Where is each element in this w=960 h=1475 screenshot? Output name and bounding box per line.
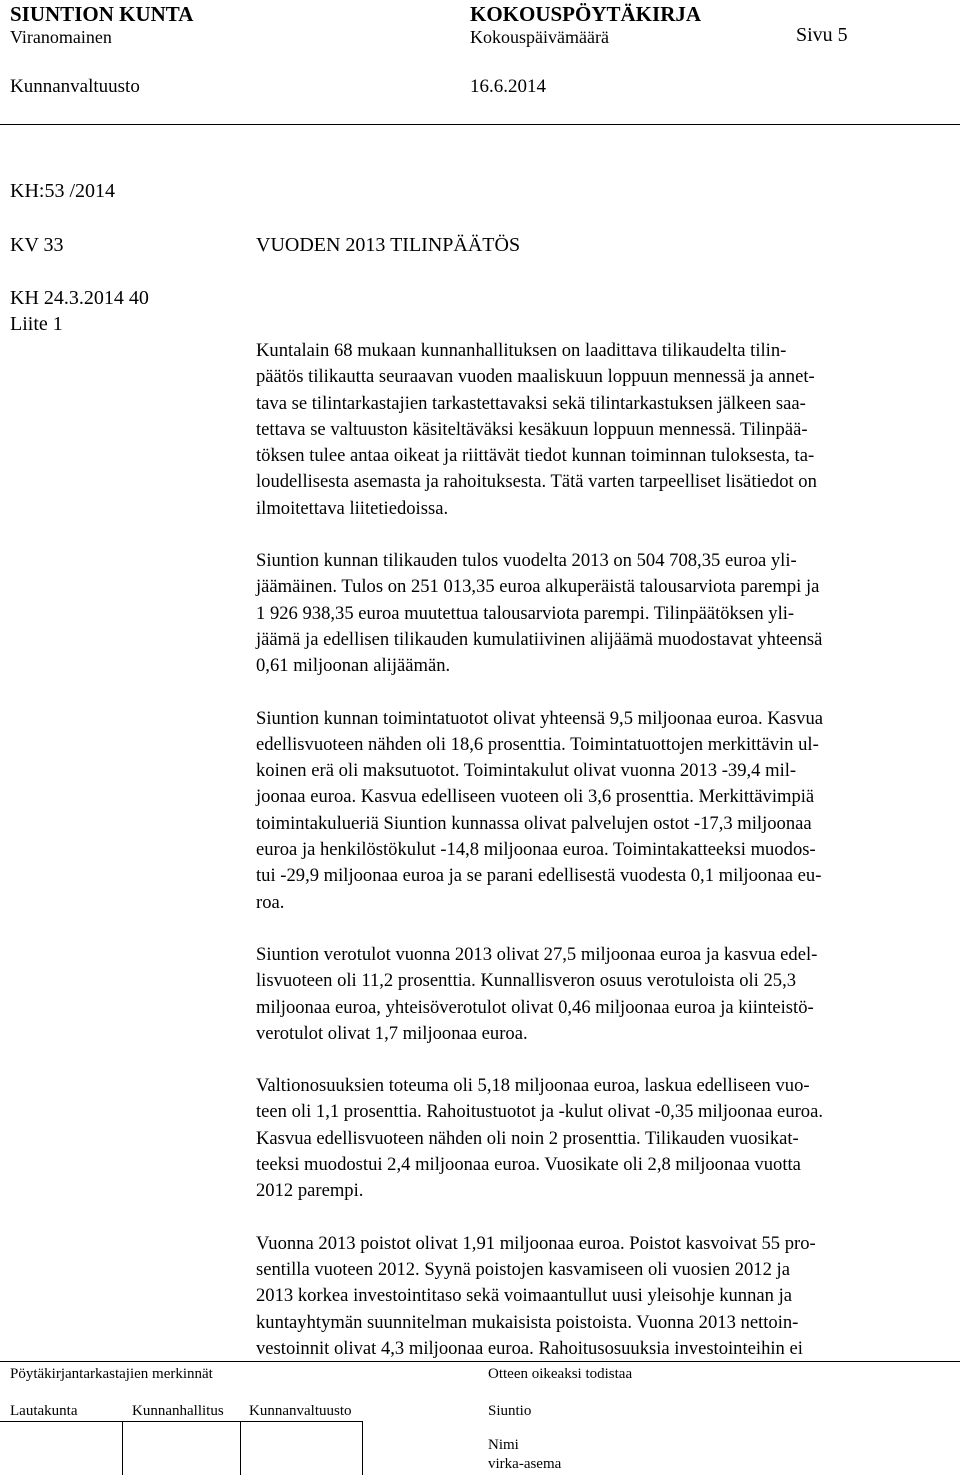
paragraph-line: Siuntion verotulot vuonna 2013 olivat 27,5 miljoonaa euroa ja kasvua edel- [256,943,818,965]
attachment-reference: Liite 1 [10,313,63,335]
org-name: SIUNTION KUNTA [10,2,194,26]
footer-place: Siuntio [488,1403,532,1419]
paragraph-line: vestoinnit olivat 4,3 miljoonaa euroa. Rahoitusosuuksia investointeihin ei [256,1337,803,1359]
paragraph-line: teeksi muodostui 2,4 miljoonaa euroa. Vuosikate oli 2,8 miljoonaa vuotta [256,1154,801,1176]
paragraph-4 [256,942,950,1047]
paragraph-line: ilmoitettava liitetiedoissa. [256,497,449,519]
certification-label: Otteen oikeaksi todistaa [488,1366,633,1382]
footer-col-divider-3 [362,1421,363,1475]
paragraph-1 [256,338,950,522]
header-divider [0,124,960,125]
paragraph-line: päätös tilikautta seuraavan vuoden maaliskuun loppuun mennessä ja annet- [256,366,815,388]
paragraph-line: tui -29,9 miljoonaa euroa ja se parani edellisestä vuodesta 0,1 miljoonaa eu- [256,865,822,887]
paragraph-line: 1 926 938,35 euroa muutettua talousarviota parempi. Tilinpäätöksen yli- [256,602,795,624]
paragraph-line: edellisvuoteen nähden oli 18,6 prosenttia. Toimintatuottojen merkittävin ul- [256,733,819,755]
body-text [256,338,950,1388]
paragraph-line: Siuntion kunnan tilikauden tulos vuodelta 2013 on 504 708,35 euroa yli- [256,550,797,572]
paragraph-line: teen oli 1,1 prosenttia. Rahoitustuotot ja -kulut olivat -0,35 miljoonaa euroa. [256,1101,824,1123]
paragraph-line: tava se tilintarkastajien tarkastettavaksi sekä tilintarkastuksen jälkeen saa- [256,392,806,414]
paragraph-5 [256,1073,950,1204]
paragraph-line: euroa ja henkilöstökulut -14,8 miljoonaa euroa. Toimintakatteeksi muodos- [256,839,816,861]
paragraph-line: loudellisesta asemasta ja rahoituksesta. Tätä varten tarpeelliset lisätiedot on [256,471,817,493]
paragraph-line: Kasvua edellisvuoteen nähden oli noin 2 prosenttia. Tilikauden vuosikat- [256,1127,799,1149]
paragraph-line: töksen tulee antaa oikeat ja riittävät tiedot kunnan toiminnan tuloksesta, ta- [256,445,815,467]
paragraph-line: miljoonaa euroa, yhteisöverotulot olivat 0,46 miljoonaa euroa ja kiinteistö- [256,996,814,1018]
meeting-date-label: Kokouspäivämäärä [470,27,609,47]
footer-name-label: Nimi [488,1437,519,1453]
footer-position-label: virka-asema [488,1456,562,1472]
meeting-date: 16.6.2014 [470,76,546,97]
paragraph-line: 0,61 miljoonan alijäämän. [256,655,451,677]
paragraph-line: verotulot olivat 1,7 miljoonaa euroa. [256,1022,528,1044]
footer-col-divider-2 [240,1421,241,1475]
paragraph-line: Vuonna 2013 poistot olivat 1,91 miljoonaa euroa. Poistot kasvoivat 55 pro- [256,1232,816,1254]
kv-reference: KV 33 [10,234,64,256]
document-type: KOKOUSPÖYTÄKIRJA [470,2,702,26]
paragraph-line: koinen erä oli maksutuotot. Toimintakulut olivat vuonna 2013 -39,4 mil- [256,760,797,782]
page-number: Sivu 5 [796,24,848,46]
paragraph-line: tettava se valtuuston käsiteltäväksi kesäkuun loppuun mennessä. Tilinpää- [256,418,808,440]
kh-reference: KH:53 /2014 [10,180,115,202]
governing-body: Kunnanvaltuusto [10,76,140,97]
paragraph-2 [256,548,950,679]
paragraph-line: 2012 parempi. [256,1180,364,1202]
section-title: VUODEN 2013 TILINPÄÄTÖS [256,234,521,256]
paragraph-6 [256,1231,950,1362]
kh-date-reference: KH 24.3.2014 40 [10,287,149,309]
paragraph-line: Valtionosuuksien toteuma oli 5,18 miljoonaa euroa, laskua edelliseen vuo- [256,1075,810,1097]
paragraph-line: Siuntion kunnan toimintatuotot olivat yhteensä 9,5 miljoonaa euroa. Kasvua [256,707,824,729]
footer-col-council: Kunnanvaltuusto [249,1403,352,1419]
paragraph-line: jäämäinen. Tulos on 251 013,35 euroa alkuperäistä talousarviota parempi ja [256,576,820,598]
footer-col-board: Lautakunta [10,1403,78,1419]
paragraph-line: lisvuoteen oli 11,2 prosenttia. Kunnallisveron osuus verotuloista oli 25,3 [256,970,797,992]
footer-divider [0,1361,960,1362]
paragraph-line: toimintakulueriä Siuntion kunnassa olivat palvelujen ostot -17,3 miljoonaa [256,812,812,834]
paragraph-line: joonaa euroa. Kasvua edelliseen vuoteen oli 3,6 prosenttia. Merkittävimpiä [256,786,815,808]
footer-col-government: Kunnanhallitus [132,1403,224,1419]
paragraph-line: Kuntalain 68 mukaan kunnanhallituksen on laadittava tilikaudelta tilin- [256,340,787,361]
footer-table-rule [0,1421,362,1422]
paragraph-line: 2013 korkea investointitaso sekä voimaantullut uusi yleisohje kunnan ja [256,1285,793,1307]
office-label: Viranomainen [10,27,112,47]
paragraph-line: jäämä ja edellisen tilikauden kumulatiivinen alijäämä muodostavat yhteensä [256,628,823,650]
paragraph-line: kuntayhtymän suunnitelman mukaisista poistoista. Vuonna 2013 nettoin- [256,1311,799,1333]
paragraph-line: roa. [256,891,285,913]
paragraph-line: sentilla vuoteen 2012. Syynä poistojen kasvamiseen oli vuosien 2012 ja [256,1258,790,1280]
paragraph-3 [256,706,950,916]
signers-label: Pöytäkirjantarkastajien merkinnät [10,1366,213,1382]
footer-col-divider-1 [122,1421,123,1475]
